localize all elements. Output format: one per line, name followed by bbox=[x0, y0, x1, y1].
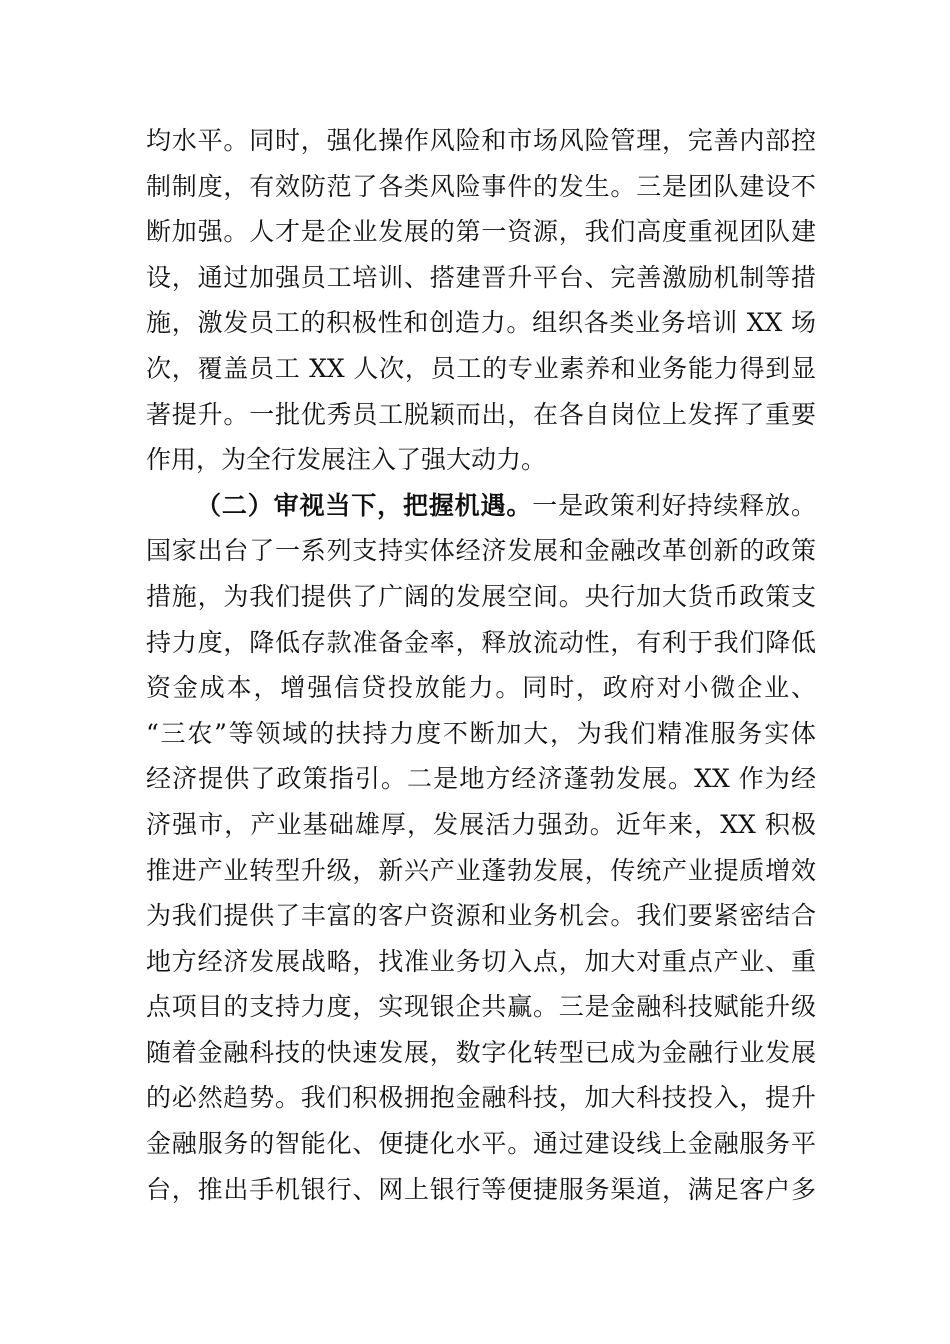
text-line: 随着金融科技的快速发展，数字化转型已成为金融行业发展 bbox=[146, 1037, 816, 1067]
paragraph-risk-and-team bbox=[146, 118, 816, 483]
text-line: 台，推出手机银行、网上银行等便捷服务渠道，满足客户多 bbox=[146, 1174, 816, 1204]
text-line: 著提升。一批优秀员工脱颖而出，在各自岗位上发挥了重要 bbox=[146, 399, 816, 429]
heading-line-rest: 一是政策利好持续释放。 bbox=[532, 490, 816, 520]
text-line: 点项目的支持力度，实现银企共赢。三是金融科技赋能升级 bbox=[146, 992, 816, 1022]
section-heading-line bbox=[146, 483, 816, 529]
text-line: 断加强。人才是企业发展的第一资源，我们高度重视团队建 bbox=[146, 217, 816, 247]
text-line: 推进产业转型升级，新兴产业蓬勃发展，传统产业提质增效 bbox=[146, 855, 816, 885]
text-line: 国家出台了一系列支持实体经济发展和金融改革创新的政策 bbox=[146, 536, 816, 566]
text-line: 地方经济发展战略，找准业务切入点，加大对重点产业、重 bbox=[146, 946, 816, 976]
text-line: 作用，为全行发展注入了强大动力。 bbox=[146, 445, 547, 475]
text-line: 资金成本，增强信贷投放能力。同时，政府对小微企业、 bbox=[146, 673, 816, 703]
text-line: 金融服务的智能化、便捷化水平。通过建设线上金融服务平 bbox=[146, 1129, 816, 1159]
section-heading: （二）审视当下，把握机遇。 bbox=[196, 490, 533, 520]
text-line: 均水平。同时，强化操作风险和市场风险管理，完善内部控 bbox=[146, 126, 816, 155]
text-line: 持力度，降低存款准备金率，释放流动性，有利于我们降低 bbox=[146, 627, 816, 657]
paragraph-opportunities bbox=[146, 483, 816, 1213]
text-line: 为我们提供了丰富的客户资源和业务机会。我们要紧密结合 bbox=[146, 901, 816, 931]
text-line: 施，激发员工的积极性和创造力。组织各类业务培训 XX 场 bbox=[146, 308, 816, 338]
text-line: 经济提供了政策指引。二是地方经济蓬勃发展。XX 作为经 bbox=[146, 764, 816, 794]
text-line: 济强市，产业基础雄厚，发展活力强劲。近年来，XX 积极 bbox=[146, 809, 816, 839]
text-line: 制制度，有效防范了各类风险事件的发生。三是团队建设不 bbox=[146, 171, 816, 201]
text-line: 设，通过加强员工培训、搭建晋升平台、完善激励机制等措 bbox=[146, 262, 816, 292]
text-line: “三农”等领域的扶持力度不断加大，为我们精准服务实体 bbox=[146, 718, 816, 748]
text-line: 的必然趋势。我们积极拥抱金融科技，加大科技投入，提升 bbox=[146, 1083, 816, 1113]
text-line: 次，覆盖员工 XX 人次，员工的专业素养和业务能力得到显 bbox=[146, 353, 816, 383]
body-text bbox=[146, 118, 816, 1212]
text-line: 措施，为我们提供了广阔的发展空间。央行加大货币政策支 bbox=[146, 581, 816, 611]
